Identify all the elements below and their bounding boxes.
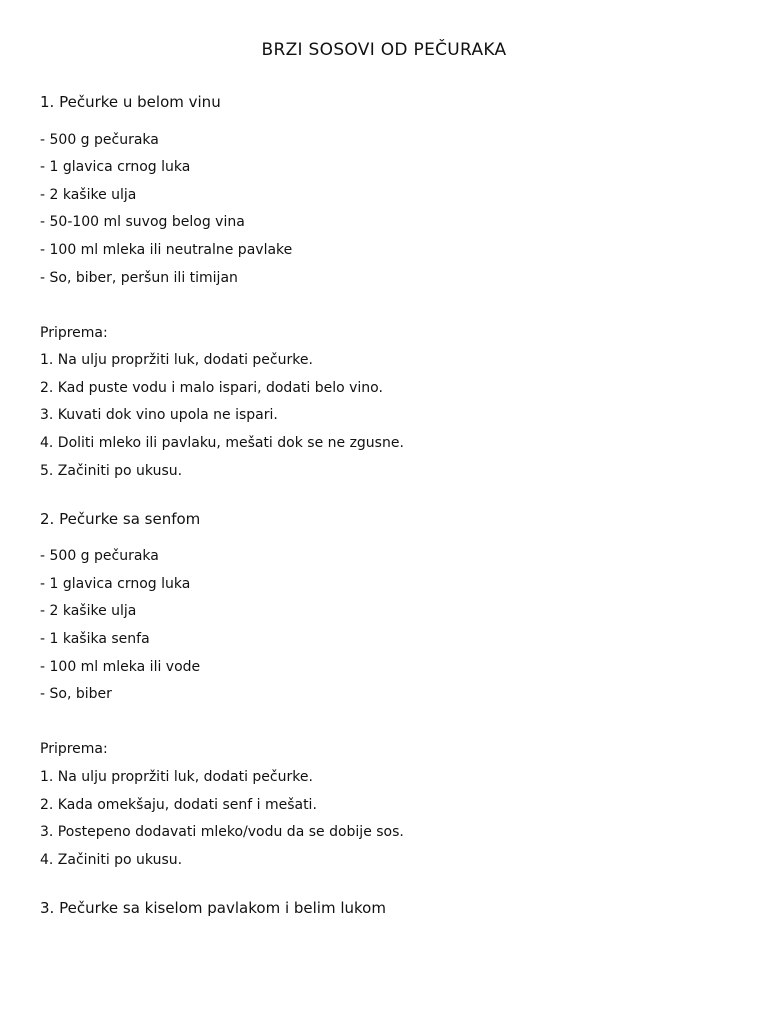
recipe-1-step: 4. Doliti mleko ili pavlaku, mešati dok se ne zgusne. <box>40 435 404 451</box>
recipe-2-ingredient: - So, biber <box>40 686 112 702</box>
recipe-1-ingredient: - 2 kašike ulja <box>40 187 137 203</box>
recipe-1-step: 5. Začiniti po ukusu. <box>40 463 183 479</box>
recipe-1-step: 2. Kad puste vodu i malo ispari, dodati belo vino. <box>40 380 383 396</box>
recipe-2-ingredient: - 1 glavica crnog luka <box>40 576 191 592</box>
recipe-2-heading: 2. Pečurke sa senfom <box>40 510 201 528</box>
recipe-2-ingredient: - 500 g pečuraka <box>40 548 159 564</box>
recipe-2-ingredient: - 100 ml mleka ili vode <box>40 659 201 675</box>
recipe-1-ingredient: - 500 g pečuraka <box>40 132 159 148</box>
recipe-2-step: 1. Na ulju propržiti luk, dodati pečurke. <box>40 769 313 785</box>
recipe-1-heading: 1. Pečurke u belom vinu <box>40 93 221 111</box>
recipe-1-step: 1. Na ulju propržiti luk, dodati pečurke. <box>40 352 313 368</box>
recipe-2-ingredient: - 1 kašika senfa <box>40 631 150 647</box>
recipe-2-ingredient: - 2 kašike ulja <box>40 603 137 619</box>
recipe-1-prep-label: Priprema: <box>40 325 108 341</box>
recipe-3-heading: 3. Pečurke sa kiselom pavlakom i belim lukom <box>40 899 386 917</box>
document-title: BRZI SOSOVI OD PEČURAKA <box>261 40 507 60</box>
recipe-2-prep-label: Priprema: <box>40 741 108 757</box>
recipe-1-ingredient: - 1 glavica crnog luka <box>40 159 191 175</box>
recipe-2-step: 2. Kada omekšaju, dodati senf i mešati. <box>40 797 317 813</box>
recipe-1-ingredient: - 50-100 ml suvog belog vina <box>40 214 245 230</box>
recipe-2-step: 3. Postepeno dodavati mleko/vodu da se dobije sos. <box>40 824 404 840</box>
recipe-1-ingredient: - 100 ml mleka ili neutralne pavlake <box>40 242 293 258</box>
recipe-1-ingredient: - So, biber, peršun ili timijan <box>40 270 238 286</box>
recipe-2-step: 4. Začiniti po ukusu. <box>40 852 183 868</box>
recipe-1-step: 3. Kuvati dok vino upola ne ispari. <box>40 407 278 423</box>
